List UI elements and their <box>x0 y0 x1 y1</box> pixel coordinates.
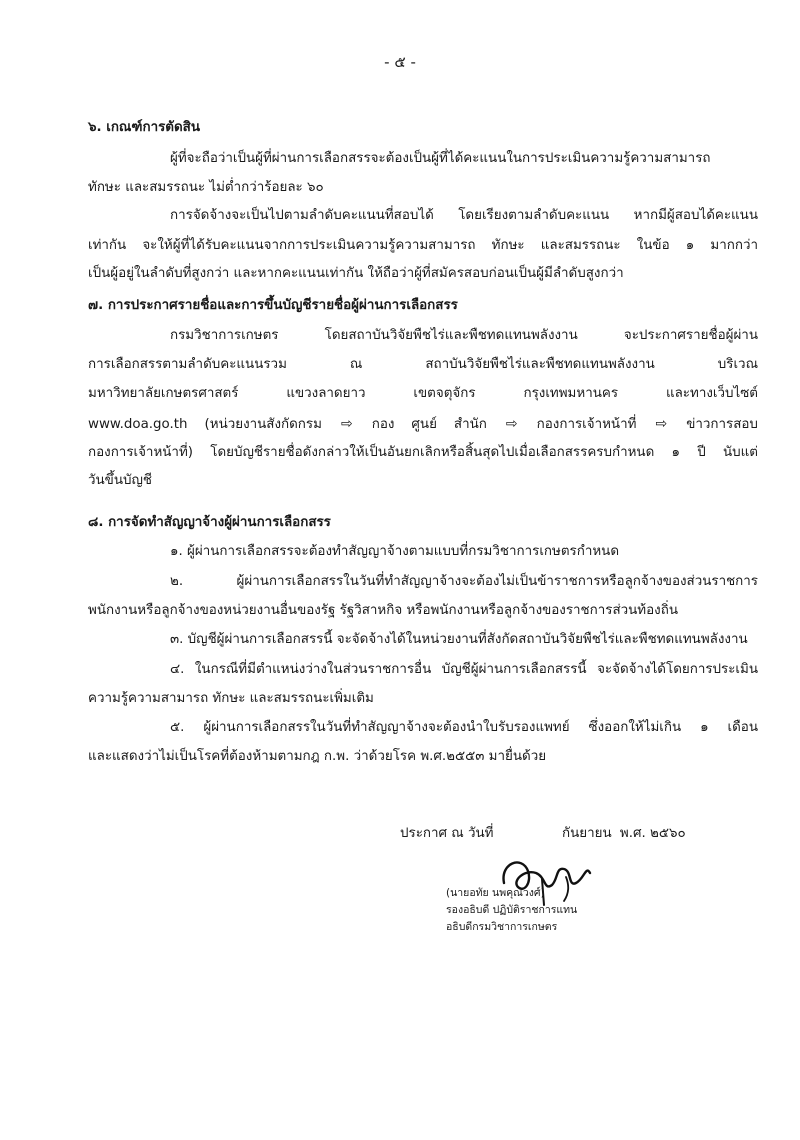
section-8-item-5-line-2: และแสดงว่าไม่เป็นโรคที่ต้องห้ามตามกฎ ก.พ. ว่าด้วยโรค พ.ศ.๒๕๕๓ มายื่นด้วย <box>88 749 547 764</box>
section-6-para-2-line-2: เท่ากัน จะให้ผู้ที่ได้รับคะแนนจากการประเมินความรู้ความสามารถ ทักษะ และสมรรถนะ ในข้อ ๑ มากกว่า <box>88 238 758 253</box>
section-6-para-2-line-3: เป็นผู้อยู่ในลำดับที่สูงกว่า และหากคะแนนเท่ากัน ให้ถือว่าผู้ที่สมัครสอบก่อนเป็นผู้มีลำดับสูงกว่า <box>88 266 624 281</box>
web-path-part-2: กอง ศูนย์ สำนัก <box>371 417 487 432</box>
section-8-item-1: ๑. ผู้ผ่านการเลือกสรรจะต้องทำสัญญาจ้างตามแบบที่กรมวิชาการเกษตรกำหนด <box>170 544 620 559</box>
website-url[interactable]: www.doa.go.th <box>88 417 188 432</box>
section-8-heading: ๘. การจัดทำสัญญาจ้างผู้ผ่านการเลือกสรร <box>88 515 331 530</box>
right-arrow-icon: ⇨ <box>505 416 518 432</box>
right-arrow-icon: ⇨ <box>655 416 668 432</box>
announcement-date <box>400 822 690 843</box>
section-8-item-4-line-2: ความรู้ความสามารถ ทักษะ และสมรรถนะเพิ่มเติม <box>88 691 374 706</box>
announcement-prefix: ประกาศ ณ วันที่ <box>400 826 494 841</box>
section-8-item-5-line-1: ๕. ผู้ผ่านการเลือกสรรในวันที่ทำสัญญาจ้างจะต้องนำใบรับรองแพทย์ ซึ่งออกให้ไม่เกิน ๑ เดือน <box>170 720 758 735</box>
section-7-line-6: วันขึ้นบัญชี <box>88 473 152 488</box>
section-6-para-1-line-2: ทักษะ และสมรรถนะ ไม่ต่ำกว่าร้อยละ ๖๐ <box>88 180 324 195</box>
signer-position-1: รองอธิบดี ปฏิบัติราชการแทน <box>446 904 578 916</box>
section-8-item-2-line-2: พนักงานหรือลูกจ้างของหน่วยงานอื่นของรัฐ รัฐวิสาหกิจ หรือพนักงานหรือลูกจ้างของราชการส่วนท้องถิ่น <box>88 603 678 618</box>
section-8-item-3: ๓. บัญชีผู้ผ่านการเลือกสรรนี้ จะจัดจ้างได้ในหน่วยงานที่สังกัดสถาบันวิจัยพืชไร่และพืชทดแทนพลังงาน <box>170 632 748 647</box>
section-6-para-2-line-1: การจัดจ้างจะเป็นไปตามลำดับคะแนนที่สอบได้ โดยเรียงตามลำดับคะแนน หากมีผู้สอบได้คะแนน <box>170 208 758 223</box>
page-number: - ๕ - <box>384 53 416 71</box>
signer-name: (นายอทัย นพคุณวงศ์) <box>446 887 545 899</box>
section-7-line-2: การเลือกสรรตามลำดับคะแนนรวม ณ สถาบันวิจัยพืชไร่และพืชทดแทนพลังงาน บริเวณ <box>88 357 758 372</box>
section-7-line-5: กองการเจ้าหน้าที่) โดยบัญชีรายชื่อดังกล่าวให้เป็นอันยกเลิกหรือสิ้นสุดไปเมื่อเลือกสรรครบกำหนด ๑ ปี นับแต่ <box>88 445 758 460</box>
section-7-line-3: มหาวิทยาลัยเกษตรศาสตร์ แขวงลาดยาว เขตจตุจักร กรุงเทพมหานคร และทางเว็บไซต์ <box>88 386 758 401</box>
section-7-line-1: กรมวิชาการเกษตร โดยสถาบันวิจัยพืชไร่และพืชทดแทนพลังงาน จะประกาศรายชื่อผู้ผ่าน <box>170 328 758 343</box>
section-6-para-1-line-1: ผู้ที่จะถือว่าเป็นผู้ที่ผ่านการเลือกสรรจะต้องเป็นผู้ที่ได้คะแนนในการประเมินความรู้ความสามารถ <box>170 151 711 166</box>
announcement-year: พ.ศ. ๒๕๖๐ <box>619 826 686 841</box>
web-path-part-3: กองการเจ้าหน้าที่ <box>536 417 637 432</box>
right-arrow-icon: ⇨ <box>340 416 353 432</box>
section-7-web-line <box>88 414 758 435</box>
announcement-month: กันยายน <box>561 826 612 841</box>
section-6-heading: ๖. เกณฑ์การตัดสิน <box>88 120 201 135</box>
signer-position-2: อธิบดีกรมวิชาการเกษตร <box>446 921 558 933</box>
web-path-part-1: (หน่วยงานสังกัดกรม <box>204 417 322 432</box>
web-path-part-4: ข่าวการสอบ <box>686 417 758 432</box>
section-8-item-2-line-1: ๒. ผู้ผ่านการเลือกสรรในวันที่ทำสัญญาจ้างจะต้องไม่เป็นข้าราชการหรือลูกจ้างของส่วนราชการ <box>170 574 758 589</box>
section-8-item-4-line-1: ๔. ในกรณีที่มีตำแหน่งว่างในส่วนราชการอื่น บัญชีผู้ผ่านการเลือกสรรนี้ จะจัดจ้างได้โดยการประเมิน <box>170 662 758 677</box>
section-7-heading: ๗. การประกาศรายชื่อและการขึ้นบัญชีรายชื่อผู้ผ่านการเลือกสรร <box>88 298 458 313</box>
